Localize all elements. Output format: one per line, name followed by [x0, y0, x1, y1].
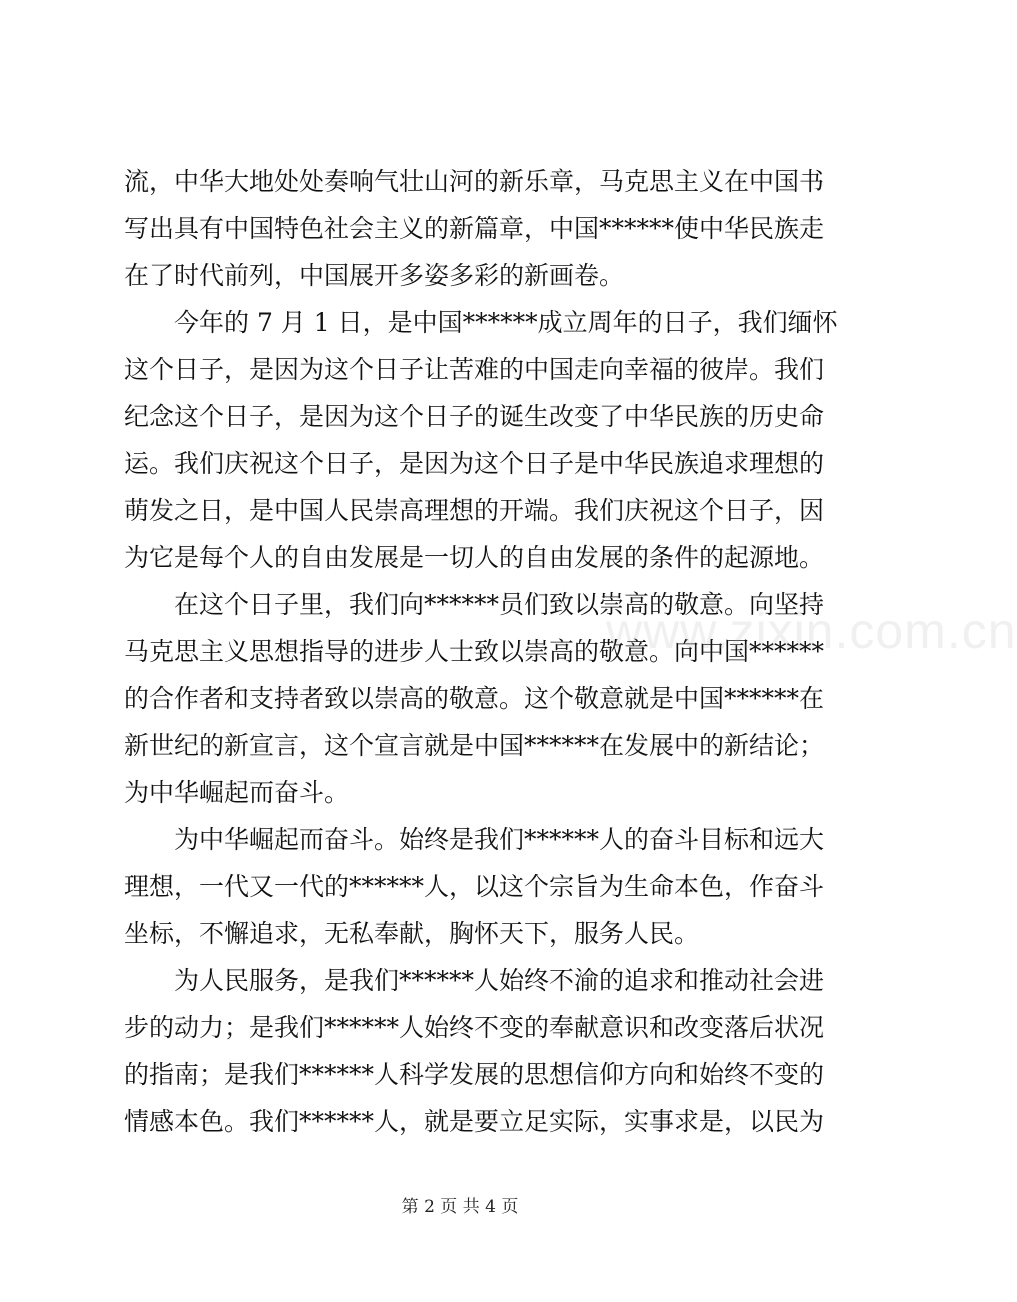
text-line: 新世纪的新宣言，这个宣言就是中国******在发展中的新结论；: [124, 731, 825, 760]
page-footer: 第 2 页 共 4 页: [401, 1197, 519, 1217]
text-line: 为人民服务，是我们******人始终不渝的追求和推动社会进: [174, 966, 825, 995]
text-line: 纪念这个日子，是因为这个日子的诞生改变了中华民族的历史命: [124, 402, 825, 431]
text-line: 为它是每个人的自由发展是一切人的自由发展的条件的起源地。: [124, 543, 825, 572]
text-line: 马克思主义思想指导的进步人士致以崇高的敬意。向中国******: [124, 637, 825, 666]
text-line: 萌发之日，是中国人民崇高理想的开端。我们庆祝这个日子，因: [124, 496, 825, 525]
text-line: 理想，一代又一代的******人，以这个宗旨为生命本色，作奋斗: [124, 872, 825, 901]
text-line: 运。我们庆祝这个日子，是因为这个日子是中华民族追求理想的: [124, 449, 825, 478]
text-line: 为中华崛起而奋斗。始终是我们******人的奋斗目标和远大: [174, 825, 825, 854]
text-line: 步的动力；是我们******人始终不变的奉献意识和改变落后状况: [124, 1013, 825, 1042]
text-line: 流，中华大地处处奏响气壮山河的新乐章，马克思主义在中国书: [124, 167, 825, 196]
text-line: 在了时代前列，中国展开多姿多彩的新画卷。: [124, 261, 625, 290]
text-line: 写出具有中国特色社会主义的新篇章，中国******使中华民族走: [124, 214, 825, 243]
text-line: 在这个日子里，我们向******员们致以崇高的敬意。向坚持: [174, 590, 825, 619]
text-line: 坐标，不懈追求，无私奉献，胸怀天下，服务人民。: [124, 919, 700, 948]
text-line: 为中华崛起而奋斗。: [124, 778, 350, 807]
watermark: www.zixin.com.cn: [606, 603, 1017, 659]
text-line: 这个日子，是因为这个日子让苦难的中国走向幸福的彼岸。我们: [124, 355, 825, 384]
text-line: 今年的 7 月 1 日，是中国******成立周年的日子，我们缅怀: [174, 308, 838, 337]
text-line: 情感本色。我们******人，就是要立足实际，实事求是，以民为: [124, 1107, 825, 1136]
text-line: 的指南；是我们******人科学发展的思想信仰方向和始终不变的: [124, 1060, 825, 1089]
text-line: 的合作者和支持者致以崇高的敬意。这个敬意就是中国******在: [124, 684, 825, 713]
